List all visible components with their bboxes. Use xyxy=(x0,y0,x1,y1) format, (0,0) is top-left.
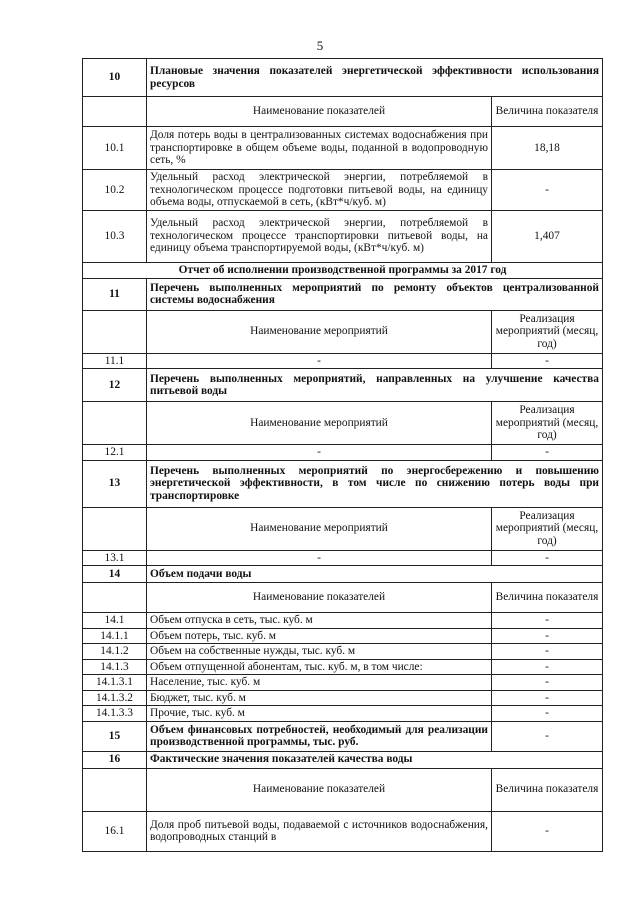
report-table xyxy=(82,58,603,852)
table-row xyxy=(83,369,603,402)
table-row xyxy=(83,170,603,211)
column-header-value: Реализация мероприятий (месяц, год) xyxy=(492,402,603,445)
table-row xyxy=(83,127,603,170)
section-value: - xyxy=(492,721,603,751)
item-value: - xyxy=(492,706,603,722)
item-value: - xyxy=(492,628,603,644)
table-row xyxy=(83,262,603,278)
item-number: 14.1 xyxy=(83,613,147,629)
item-number: 12.1 xyxy=(83,445,147,461)
section-title: Плановые значения показателей энергетической эффективности использования ресурсов xyxy=(147,59,603,97)
item-number: 14.1.3 xyxy=(83,659,147,675)
table-row xyxy=(83,550,603,566)
section-title: Объем финансовых потребностей, необходимый для реализации производственной программы, тыс. руб. xyxy=(147,721,492,751)
item-text: - xyxy=(147,353,492,369)
item-number: 10.1 xyxy=(83,127,147,170)
section-number: 12 xyxy=(83,369,147,402)
column-header-value: Реализация мероприятий (месяц, год) xyxy=(492,310,603,353)
item-text: Бюджет, тыс. куб. м xyxy=(147,690,492,706)
item-number: 14.1.3.3 xyxy=(83,706,147,722)
table-row xyxy=(83,721,603,751)
empty-cell xyxy=(83,97,147,127)
section-title: Перечень выполненных мероприятий по энергосбережению и повышению энергетической эффективности, в том числе по снижению потерь воды при транспортировке xyxy=(147,460,603,507)
page-number: 5 xyxy=(316,38,324,53)
table-row xyxy=(83,310,603,353)
section-number: 11 xyxy=(83,278,147,310)
section-number: 15 xyxy=(83,721,147,751)
item-value: 18,18 xyxy=(492,127,603,170)
column-header-name: Наименование мероприятий xyxy=(147,310,492,353)
empty-cell xyxy=(83,768,147,811)
item-text: Прочие, тыс. куб. м xyxy=(147,706,492,722)
table-row xyxy=(83,690,603,706)
column-header-name: Наименование показателей xyxy=(147,768,492,811)
empty-cell xyxy=(83,507,147,550)
section-title: Перечень выполненных мероприятий, направленных на улучшение качества питьевой воды xyxy=(147,369,603,402)
section-title: Объем подачи воды xyxy=(147,566,603,583)
item-text: - xyxy=(147,550,492,566)
item-text: Объем отпуска в сеть, тыс. куб. м xyxy=(147,613,492,629)
section-number: 13 xyxy=(83,460,147,507)
report-heading: Отчет об исполнении производственной программы за 2017 год xyxy=(83,262,603,278)
item-number: 14.1.2 xyxy=(83,644,147,660)
table-row xyxy=(83,402,603,445)
item-value: - xyxy=(492,675,603,691)
item-number: 10.3 xyxy=(83,210,147,262)
table-row xyxy=(83,613,603,629)
table-row xyxy=(83,583,603,613)
section-number: 16 xyxy=(83,751,147,768)
table-row xyxy=(83,460,603,507)
item-text: Доля проб питьевой воды, подаваемой с источников водоснабжения, водопроводных станций в xyxy=(147,811,492,851)
item-value: - xyxy=(492,644,603,660)
column-header-name: Наименование мероприятий xyxy=(147,507,492,550)
table-row xyxy=(83,751,603,768)
empty-cell xyxy=(83,583,147,613)
item-value: - xyxy=(492,613,603,629)
item-text: Объем отпущенной абонентам, тыс. куб. м, в том числе: xyxy=(147,659,492,675)
section-number: 14 xyxy=(83,566,147,583)
item-value: - xyxy=(492,170,603,211)
item-number: 13.1 xyxy=(83,550,147,566)
item-number: 14.1.3.2 xyxy=(83,690,147,706)
column-header-value: Величина показателя xyxy=(492,97,603,127)
item-value: - xyxy=(492,659,603,675)
item-text: Объем на собственные нужды, тыс. куб. м xyxy=(147,644,492,660)
item-text: - xyxy=(147,445,492,461)
section-number: 10 xyxy=(83,59,147,97)
empty-cell xyxy=(83,402,147,445)
column-header-name: Наименование показателей xyxy=(147,583,492,613)
item-text: Доля потерь воды в централизованных системах водоснабжения при транспортировке в общем объеме воды, поданной в водопроводную сеть, % xyxy=(147,127,492,170)
item-number: 11.1 xyxy=(83,353,147,369)
table-row xyxy=(83,445,603,461)
section-title: Перечень выполненных мероприятий по ремонту объектов централизованной системы водоснабжения xyxy=(147,278,603,310)
empty-cell xyxy=(83,310,147,353)
table-row xyxy=(83,628,603,644)
table-row xyxy=(83,768,603,811)
table-row xyxy=(83,566,603,583)
table-row xyxy=(83,644,603,660)
item-text: Удельный расход электрической энергии, потребляемой в технологическом процессе подготовки питьевой воды, на единицу объема воды, отпускаемой в сеть, (кВт*ч/куб. м) xyxy=(147,170,492,211)
section-title: Фактические значения показателей качества воды xyxy=(147,751,603,768)
item-number: 16.1 xyxy=(83,811,147,851)
table-row xyxy=(83,210,603,262)
table-row xyxy=(83,353,603,369)
item-value: - xyxy=(492,550,603,566)
item-text: Население, тыс. куб. м xyxy=(147,675,492,691)
table-row xyxy=(83,507,603,550)
column-header-name: Наименование мероприятий xyxy=(147,402,492,445)
table-row xyxy=(83,811,603,851)
column-header-value: Величина показателя xyxy=(492,583,603,613)
item-value: 1,407 xyxy=(492,210,603,262)
table-row xyxy=(83,97,603,127)
item-value: - xyxy=(492,445,603,461)
column-header-name: Наименование показателей xyxy=(147,97,492,127)
column-header-value: Реализация мероприятий (месяц, год) xyxy=(492,507,603,550)
item-number: 14.1.3.1 xyxy=(83,675,147,691)
table-row xyxy=(83,675,603,691)
table-row xyxy=(83,59,603,97)
column-header-value: Величина показателя xyxy=(492,768,603,811)
item-text: Объем потерь, тыс. куб. м xyxy=(147,628,492,644)
item-number: 14.1.1 xyxy=(83,628,147,644)
table-row xyxy=(83,278,603,310)
item-value: - xyxy=(492,811,603,851)
item-value: - xyxy=(492,690,603,706)
table-row xyxy=(83,706,603,722)
table-row xyxy=(83,659,603,675)
item-value: - xyxy=(492,353,603,369)
item-number: 10.2 xyxy=(83,170,147,211)
item-text: Удельный расход электрической энергии, потребляемой в технологическом процессе транспортировки питьевой воды, на единицу объема транспортируемой воды, (кВт*ч/куб. м) xyxy=(147,210,492,262)
